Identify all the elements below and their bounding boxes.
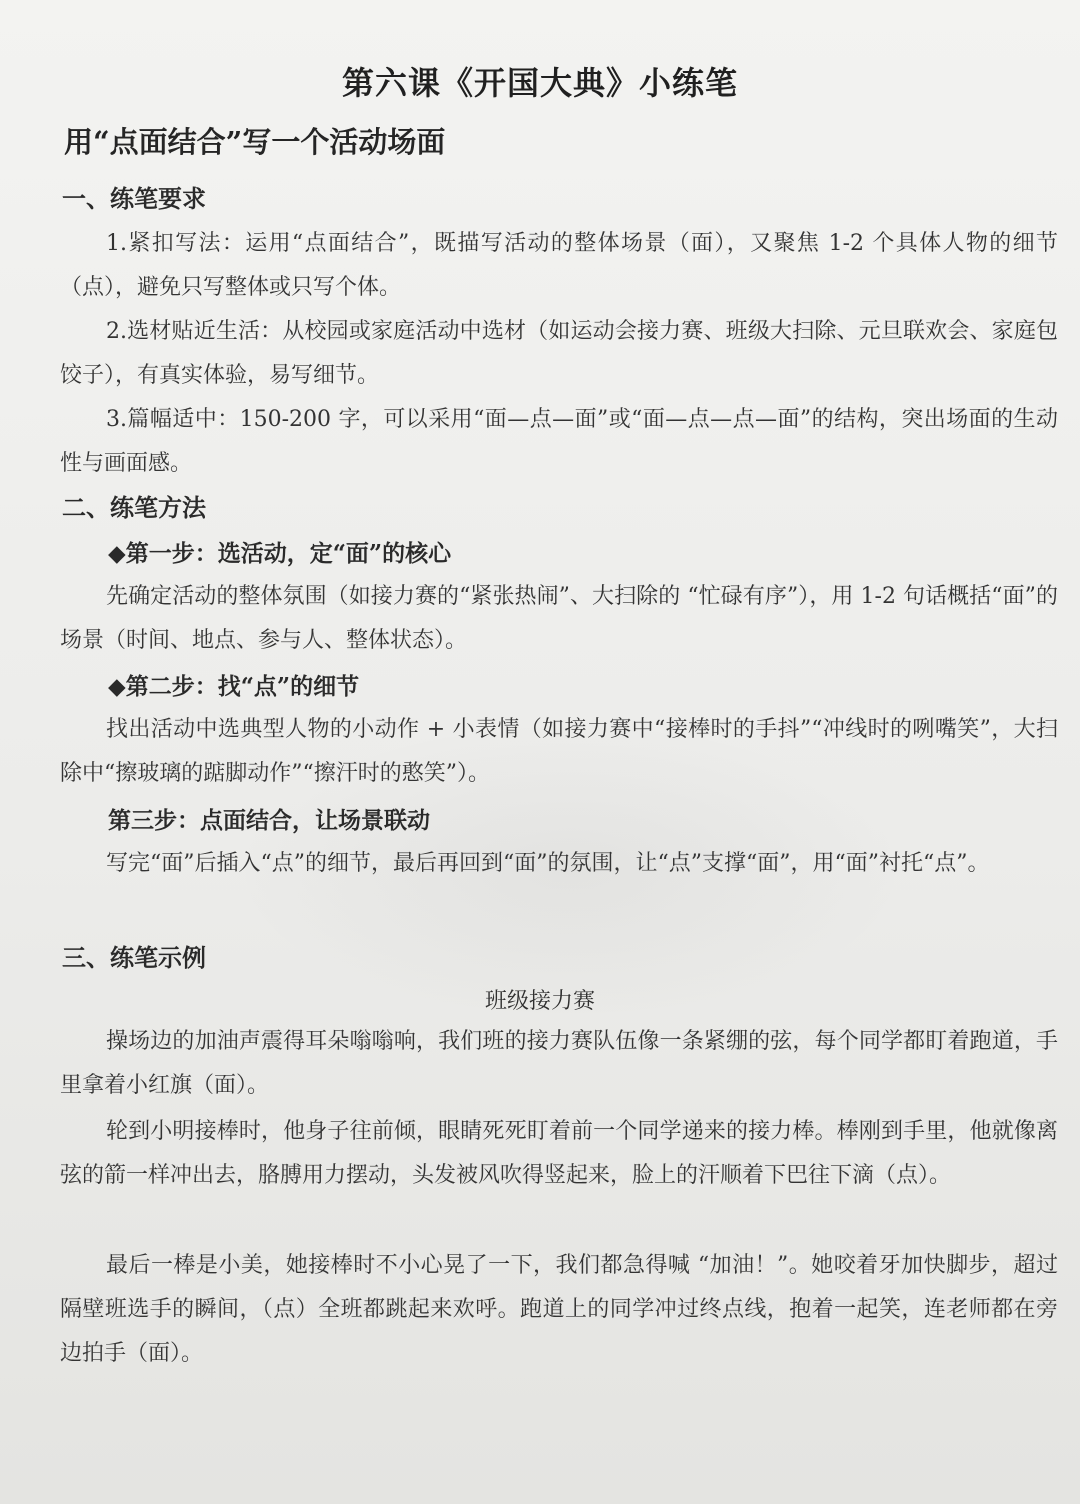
method-step-1-title: ◆第一步：选活动，定“面”的核心 [108,540,452,567]
method-step-1-text: 先确定活动的整体氛围（如接力赛的“紧张热闹”、大扫除的 “忙碌有序”），用 1-2 句话概括“面”的场景（时间、地点、参与人、整体状态）。 [60,584,1058,653]
section-methods-heading: 二、练笔方法 [62,493,206,522]
page-subtitle: 用“点面结合”写一个活动场面 [64,125,446,159]
requirement-1: 1.紧扣写法：运用“点面结合”，既描写活动的整体场景（面），又聚焦 1-2 个具体人物的细节（点），避免只写整体或只写个体。 [60,231,1058,300]
method-step-2-title: ◆第二步：找“点”的细节 [108,673,360,700]
method-step-3-text: 写完“面”后插入“点”的细节，最后再回到“面”的氛围，让“点”支撑“面”，用“面”衬托“点”。 [106,851,990,876]
section-requirements-heading: 一、练笔要求 [62,184,206,213]
example-title: 班级接力赛 [484,989,595,1014]
method-step-3-title: 第三步：点面结合，让场景联动 [108,807,430,834]
example-paragraph-1: 操场边的加油声震得耳朵嗡嗡响，我们班的接力赛队伍像一条紧绷的弦，每个同学都盯着跑道，手里拿着小红旗（面）。 [60,1029,1058,1098]
requirement-2: 2.选材贴近生活：从校园或家庭活动中选材（如运动会接力赛、班级大扫除、元旦联欢会、家庭包饺子），有真实体验，易写细节。 [60,319,1058,388]
example-paragraph-2: 轮到小明接棒时，他身子往前倾，眼睛死死盯着前一个同学递来的接力棒。棒刚到手里，他就像离弦的箭一样冲出去，胳膊用力摆动，头发被风吹得竖起来，脸上的汗顺着下巴往下滴（点）。 [60,1119,1058,1188]
page-title: 第六课《开国大典》小练笔 [341,64,738,102]
requirement-3: 3.篇幅适中：150-200 字，可以采用“面—点—面”或“面—点—点—面”的结构，突出场面的生动性与画面感。 [60,407,1058,476]
example-paragraph-3: 最后一棒是小美，她接棒时不小心晃了一下，我们都急得喊 “加油！”。她咬着牙加快脚步，超过隔壁班选手的瞬间，（点）全班都跳起来欢呼。跑道上的同学冲过终点线，抱着一起笑，连老师都在旁边拍手（面）。 [60,1253,1058,1366]
method-step-2-text: 找出活动中选典型人物的小动作 + 小表情（如接力赛中“接棒时的手抖”“冲线时的咧嘴笑”，大扫除中“擦玻璃的踮脚动作”“擦汗时的憨笑”）。 [60,717,1058,786]
section-example-heading: 三、练笔示例 [62,943,206,972]
